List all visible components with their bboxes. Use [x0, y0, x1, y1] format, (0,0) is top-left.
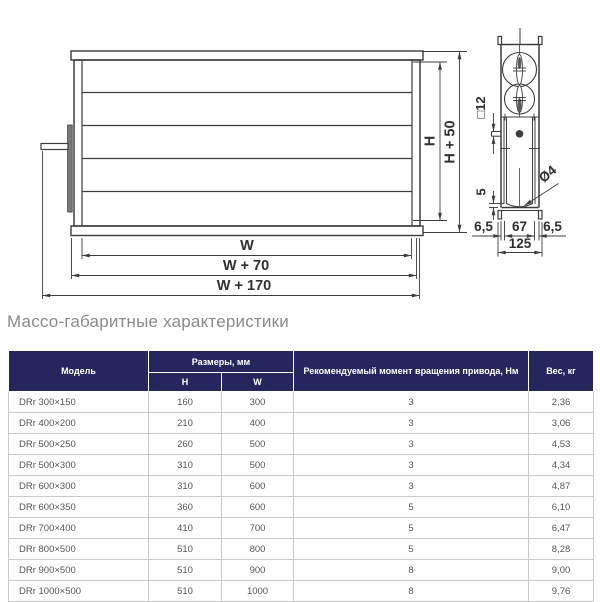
cell-h: 160	[149, 392, 222, 413]
shaft-end	[516, 130, 524, 138]
cell-model: DRr 800×500	[9, 539, 149, 560]
col-header-w: W	[222, 373, 294, 392]
table-row	[9, 497, 594, 518]
table-row	[9, 560, 594, 581]
cell-h: 510	[149, 581, 222, 602]
table-row	[9, 455, 594, 476]
cell-w: 500	[222, 434, 294, 455]
cell-model: DRr 500×250	[9, 434, 149, 455]
cell-torque: 8	[294, 560, 529, 581]
cell-w: 500	[222, 455, 294, 476]
cell-w: 1000	[222, 581, 294, 602]
dim-label-w70: W + 70	[222, 258, 270, 274]
cell-model: DRr 400×200	[9, 413, 149, 434]
cell-weight: 3,06	[529, 413, 594, 434]
cell-torque: 5	[294, 497, 529, 518]
cell-weight: 6,10	[529, 497, 594, 518]
cell-weight: 4,53	[529, 434, 594, 455]
dim-label-65-left: 6,5	[474, 219, 493, 234]
cell-weight: 6,47	[529, 518, 594, 539]
table-row	[9, 413, 594, 434]
side-view	[492, 28, 543, 219]
louver-blades	[82, 93, 412, 192]
dim-label-d4: Ø4	[535, 162, 560, 186]
col-header-weight: Вес, кг	[529, 351, 594, 392]
cell-h: 210	[149, 413, 222, 434]
cell-torque: 8	[294, 581, 529, 602]
cell-w: 900	[222, 560, 294, 581]
col-header-torque: Рекомендуемый момент вращения привода, Нм	[294, 351, 529, 392]
dim-label-square12: □12	[473, 96, 488, 119]
col-header-dimensions: Размеры, мм	[149, 351, 294, 373]
shaft-plate	[68, 125, 73, 212]
front-top-flange	[71, 51, 423, 60]
table-row	[9, 539, 594, 560]
dim-label-5: 5	[473, 188, 489, 196]
section-title: Массо-габаритные характеристики	[7, 312, 289, 331]
col-header-h: H	[149, 373, 222, 392]
cell-weight: 8,28	[529, 539, 594, 560]
cell-torque: 3	[294, 392, 529, 413]
dim-label-w170: W + 170	[216, 278, 272, 294]
cell-model: DRr 500×300	[9, 455, 149, 476]
dim-label-h: H	[422, 135, 439, 147]
cell-w: 400	[222, 413, 294, 434]
cell-weight: 9,00	[529, 560, 594, 581]
dim-label-h50: H + 50	[442, 120, 459, 164]
cell-h: 510	[149, 560, 222, 581]
cell-torque: 3	[294, 476, 529, 497]
cell-model: DRr 700×400	[9, 518, 149, 539]
cell-w: 600	[222, 497, 294, 518]
cell-model: DRr 300×150	[9, 392, 149, 413]
front-bottom-flange	[71, 226, 423, 236]
cell-h: 360	[149, 497, 222, 518]
cell-model: DRr 600×350	[9, 497, 149, 518]
cell-model: DRr 900×500	[9, 560, 149, 581]
cell-weight: 2,36	[529, 392, 594, 413]
table-row	[9, 476, 594, 497]
table-row	[9, 581, 594, 602]
cell-h: 510	[149, 539, 222, 560]
cell-model: DRr 1000×500	[9, 581, 149, 602]
table-row	[9, 518, 594, 539]
dim-label-65-right: 6,5	[543, 219, 562, 234]
table-row	[9, 392, 594, 413]
cell-h: 310	[149, 455, 222, 476]
drive-shaft	[41, 144, 68, 150]
front-body	[74, 60, 420, 226]
cell-model: DRr 600×300	[9, 476, 149, 497]
characteristics-table	[8, 350, 594, 602]
dim-label-125: 125	[508, 236, 532, 251]
cell-h: 410	[149, 518, 222, 539]
cell-torque: 5	[294, 518, 529, 539]
cell-torque: 3	[294, 413, 529, 434]
dim-label-w: W	[240, 238, 254, 254]
cell-torque: 3	[294, 455, 529, 476]
cell-w: 800	[222, 539, 294, 560]
cell-w: 300	[222, 392, 294, 413]
col-header-model: Модель	[9, 351, 149, 392]
dim-label-67: 67	[511, 219, 528, 234]
cell-torque: 3	[294, 434, 529, 455]
cell-w: 700	[222, 518, 294, 539]
square-shaft-stub	[492, 132, 502, 137]
cell-h: 310	[149, 476, 222, 497]
cell-weight: 9,76	[529, 581, 594, 602]
front-view	[41, 51, 423, 236]
cell-h: 260	[149, 434, 222, 455]
cell-w: 600	[222, 476, 294, 497]
cell-torque: 5	[294, 539, 529, 560]
cell-weight: 4,34	[529, 455, 594, 476]
table-header	[9, 351, 594, 392]
table-row	[9, 434, 594, 455]
cell-weight: 4,87	[529, 476, 594, 497]
